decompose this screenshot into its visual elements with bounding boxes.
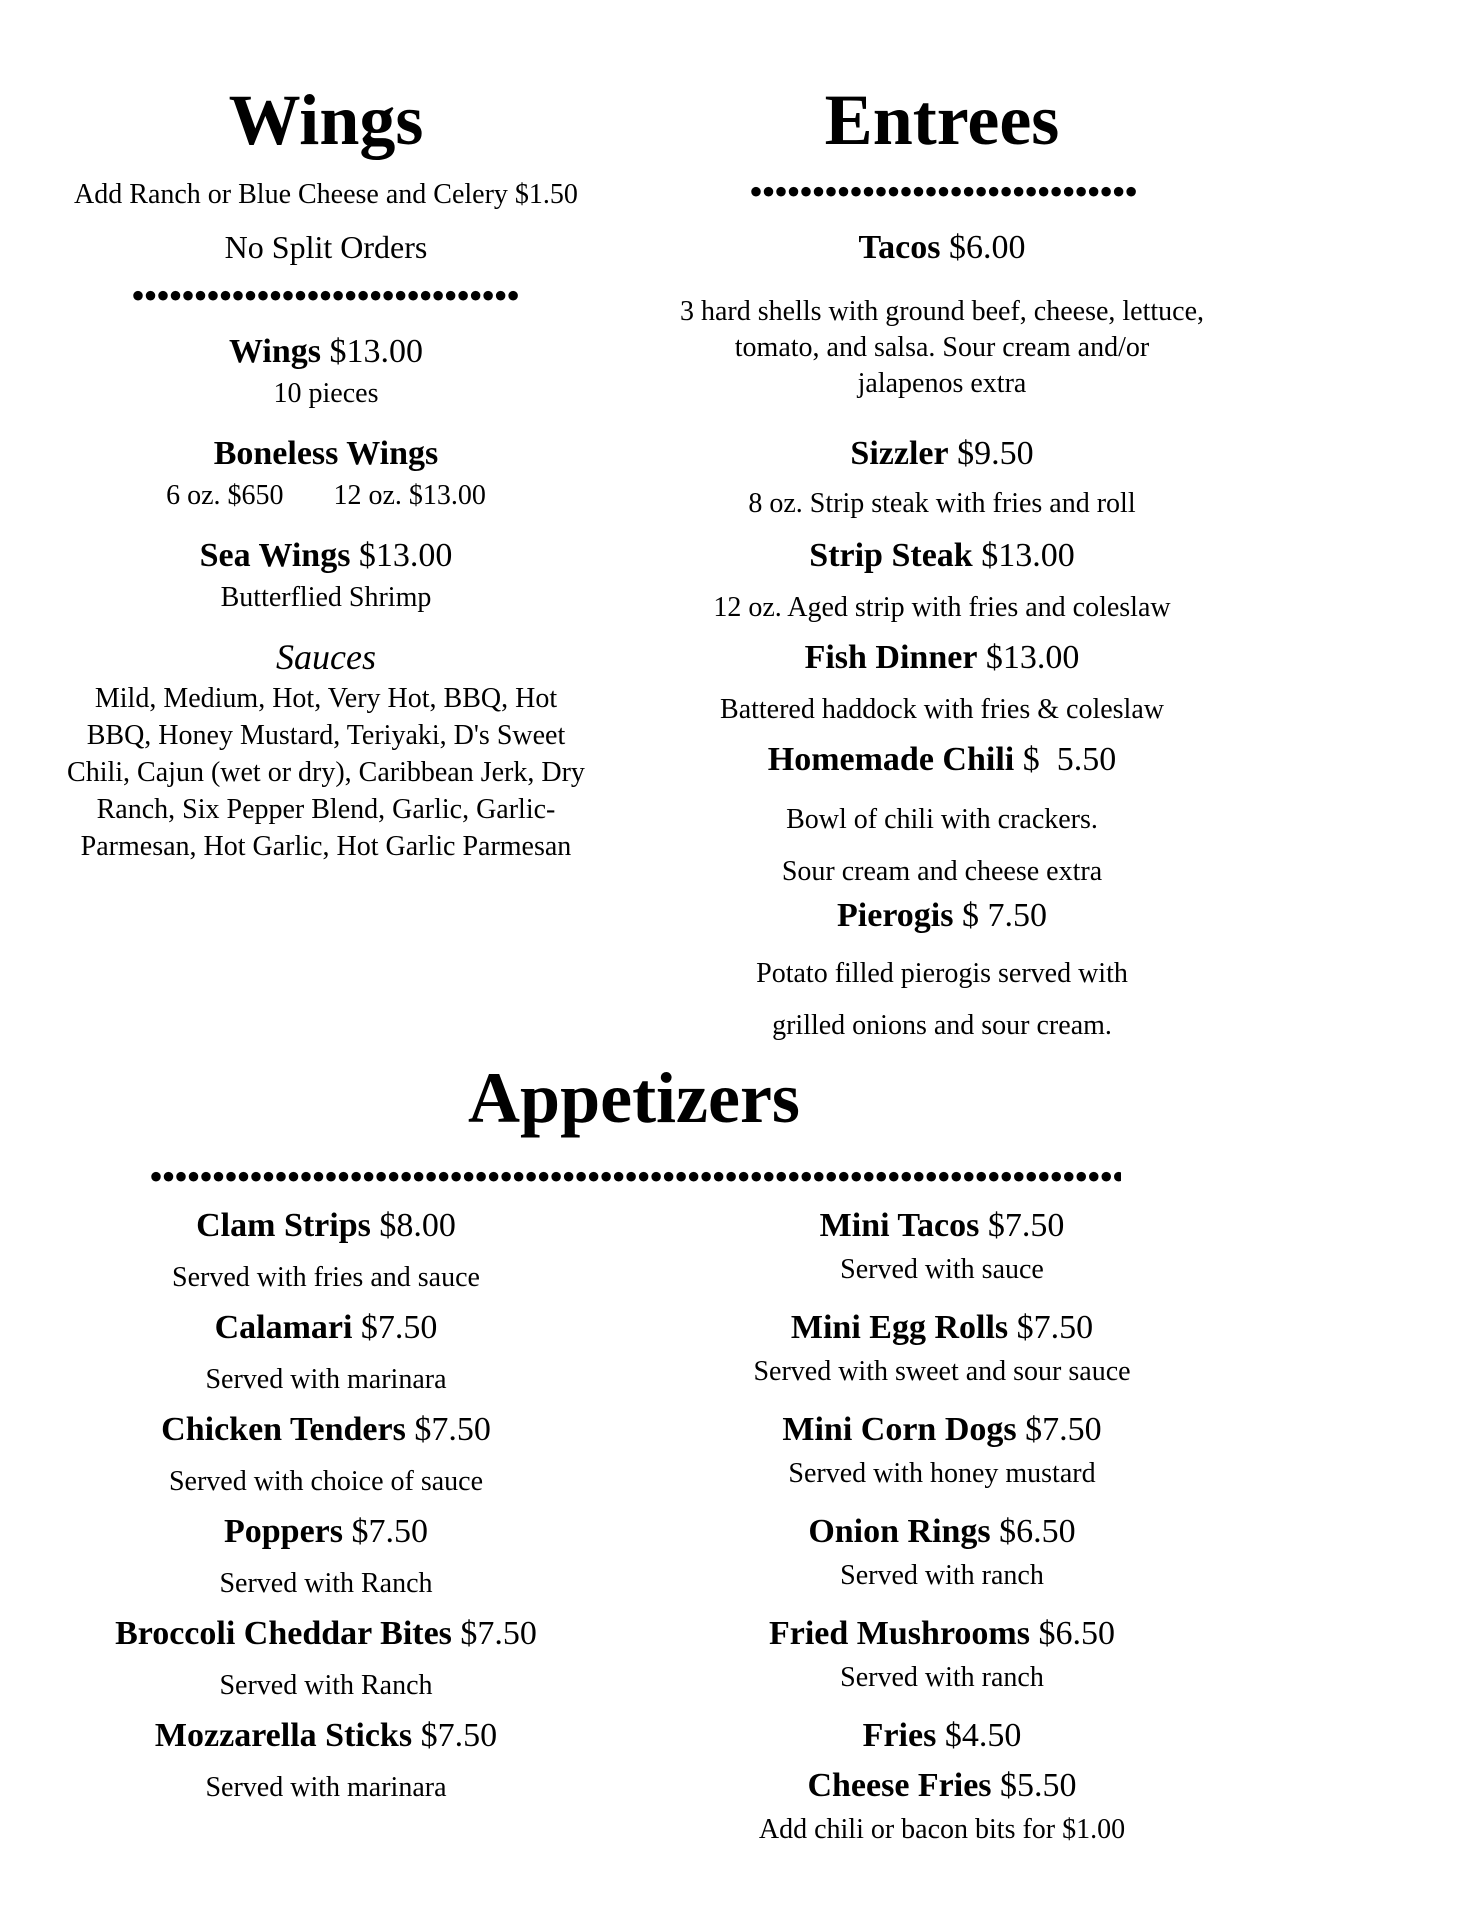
appetizer-poppers [26,1512,626,1552]
item-price: $6.00 [948,229,1026,266]
item-name: Mini Tacos [819,1207,980,1244]
item-name: Fries [862,1717,937,1754]
wings-item-boneless [26,434,626,474]
item-price: $7.50 [351,1513,428,1550]
desc-line: grilled onions and sour cream. [772,1010,1112,1041]
item-name: Homemade Chili [767,741,1015,778]
wings-note-ranch: Add Ranch or Blue Cheese and Celery $1.50 [74,179,578,210]
item-name: Strip Steak [809,537,973,574]
appetizer-fried-mushrooms-desc: Served with ranch [840,1662,1044,1693]
appetizer-chicken-tenders-desc: Served with choice of sauce [168,1466,484,1497]
sauces-line: Mild, Medium, Hot, Very Hot, BBQ, Hot [94,683,558,714]
appetizer-mini-corn-dogs-desc: Served with honey mustard [788,1458,1096,1489]
appetizer-calamari [26,1308,626,1348]
appetizer-onion-rings-desc: Served with ranch [840,1560,1044,1591]
appetizer-calamari-desc: Served with marinara [205,1364,447,1395]
appetizer-mozzarella-sticks-desc: Served with marinara [205,1772,447,1803]
item-name: Wings [229,333,321,370]
entrees-item-strip-steak-desc: 12 oz. Aged strip with fries and coleslaw [713,592,1171,623]
wings-item-sea-wings-desc: Butterflied Shrimp [220,582,432,613]
appetizer-fries [642,1716,1242,1756]
item-name: Calamari [214,1309,353,1346]
item-price: $13.00 [981,537,1075,574]
entrees-item-tacos [642,228,1242,268]
sauces-heading: Sauces [276,637,376,677]
entrees-item-pierogis [642,896,1242,936]
item-name: Boneless Wings [213,435,439,472]
item-price: $7.50 [414,1411,491,1448]
item-price: $13.00 [358,537,453,574]
entrees-item-strip-steak [642,536,1242,576]
wings-item-wings [26,332,626,372]
appetizer-cheese-fries [642,1766,1242,1806]
item-price: $7.50 [1025,1411,1102,1448]
item-name: Cheese Fries [807,1767,992,1804]
item-name: Tacos [858,229,941,266]
item-name: Mini Corn Dogs [782,1411,1017,1448]
entrees-divider [749,172,1136,212]
appetizer-onion-rings [642,1512,1242,1552]
sauces-line: BBQ, Honey Mustard, Teriyaki, D's Sweet [86,720,566,751]
entrees-item-sizzler [642,434,1242,474]
item-price: $13.00 [329,333,423,370]
item-name: Sea Wings [199,537,351,574]
appetizer-cheese-fries-desc: Add chili or bacon bits for $1.00 [758,1814,1126,1845]
item-price: $8.00 [379,1207,456,1244]
sauces-line: Ranch, Six Pepper Blend, Garlic, Garlic- [96,794,556,825]
entrees-item-tacos-desc [642,294,1242,402]
entrees-heading: Entrees [824,80,1060,160]
item-name: Broccoli Cheddar Bites [115,1615,452,1652]
appetizer-clam-strips [26,1206,626,1246]
desc-line: Potato filled pierogis served with [756,958,1128,989]
appetizer-mini-egg-rolls-desc: Served with sweet and sour sauce [753,1356,1131,1387]
item-price: $7.50 [460,1615,537,1652]
appetizer-fried-mushrooms [642,1614,1242,1654]
wings-heading: Wings [228,80,424,160]
sauces-list [26,680,626,865]
item-name: Fish Dinner [804,639,978,676]
entrees-item-pierogis-desc [642,948,1242,1052]
item-price: $ 7.50 [953,897,1047,934]
item-name: Poppers [224,1513,343,1550]
item-price: $7.50 [360,1309,438,1346]
entrees-item-sizzler-desc: 8 oz. Strip steak with fries and roll [748,488,1136,519]
appetizer-mini-egg-rolls [642,1308,1242,1348]
appetizer-mini-tacos [642,1206,1242,1246]
item-name: Fried Mushrooms [769,1615,1030,1652]
entrees-item-chili [642,740,1242,780]
wings-item-sea-wings [26,536,626,576]
item-price: $7.50 [1016,1309,1094,1346]
appetizer-broccoli-cheddar-bites [26,1614,626,1654]
wings-item-boneless-desc [26,478,626,514]
wings-item-wings-desc: 10 pieces [273,378,379,409]
entrees-item-fish-dinner [642,638,1242,678]
desc-line: Sour cream and cheese extra [781,856,1103,887]
boneless-size-6oz: 6 oz. $650 [166,480,284,511]
desc-line: tomato, and salsa. Sour cream and/or [734,332,1150,363]
item-price: $7.50 [420,1717,498,1754]
item-name: Chicken Tenders [161,1411,406,1448]
item-price: $6.50 [999,1513,1076,1550]
appetizer-mini-corn-dogs [642,1410,1242,1450]
appetizers-heading: Appetizers [468,1058,800,1138]
item-price: $9.50 [957,435,1034,472]
appetizer-broccoli-cheddar-bites-desc: Served with Ranch [219,1670,433,1701]
item-price: $ 5.50 [1014,741,1117,778]
desc-line: Bowl of chili with crackers. [786,804,1098,835]
entrees-item-chili-desc [642,794,1242,898]
appetizers-divider [149,1157,1121,1197]
entrees-item-fish-dinner-desc: Battered haddock with fries & coleslaw [720,694,1164,725]
wings-note-split: No Split Orders [224,229,428,265]
appetizer-poppers-desc: Served with Ranch [219,1568,433,1599]
item-price: $13.00 [977,639,1080,676]
sauces-line: Chili, Cajun (wet or dry), Caribbean Jerk, Dry [67,757,585,788]
appetizer-mini-tacos-desc: Served with sauce [840,1254,1044,1285]
item-name: Pierogis [837,897,954,934]
item-name: Clam Strips [196,1207,371,1244]
item-price: $6.50 [1038,1615,1115,1652]
appetizer-clam-strips-desc: Served with fries and sauce [172,1262,480,1293]
desc-line: 3 hard shells with ground beef, cheese, lettuce, [679,296,1205,327]
item-price: $7.50 [987,1207,1065,1244]
sauces-line: Parmesan, Hot Garlic, Hot Garlic Parmesan [80,831,572,862]
wings-divider [131,276,518,316]
item-price: $4.50 [944,1717,1022,1754]
boneless-size-12oz: 12 oz. $13.00 [333,480,486,511]
appetizer-mozzarella-sticks [26,1716,626,1756]
item-price: $5.50 [1000,1767,1077,1804]
appetizer-chicken-tenders [26,1410,626,1450]
desc-line: jalapenos extra [857,368,1027,399]
item-name: Mozzarella Sticks [154,1717,413,1754]
item-name: Sizzler [850,435,949,472]
item-name: Onion Rings [808,1513,991,1550]
item-name: Mini Egg Rolls [790,1309,1009,1346]
